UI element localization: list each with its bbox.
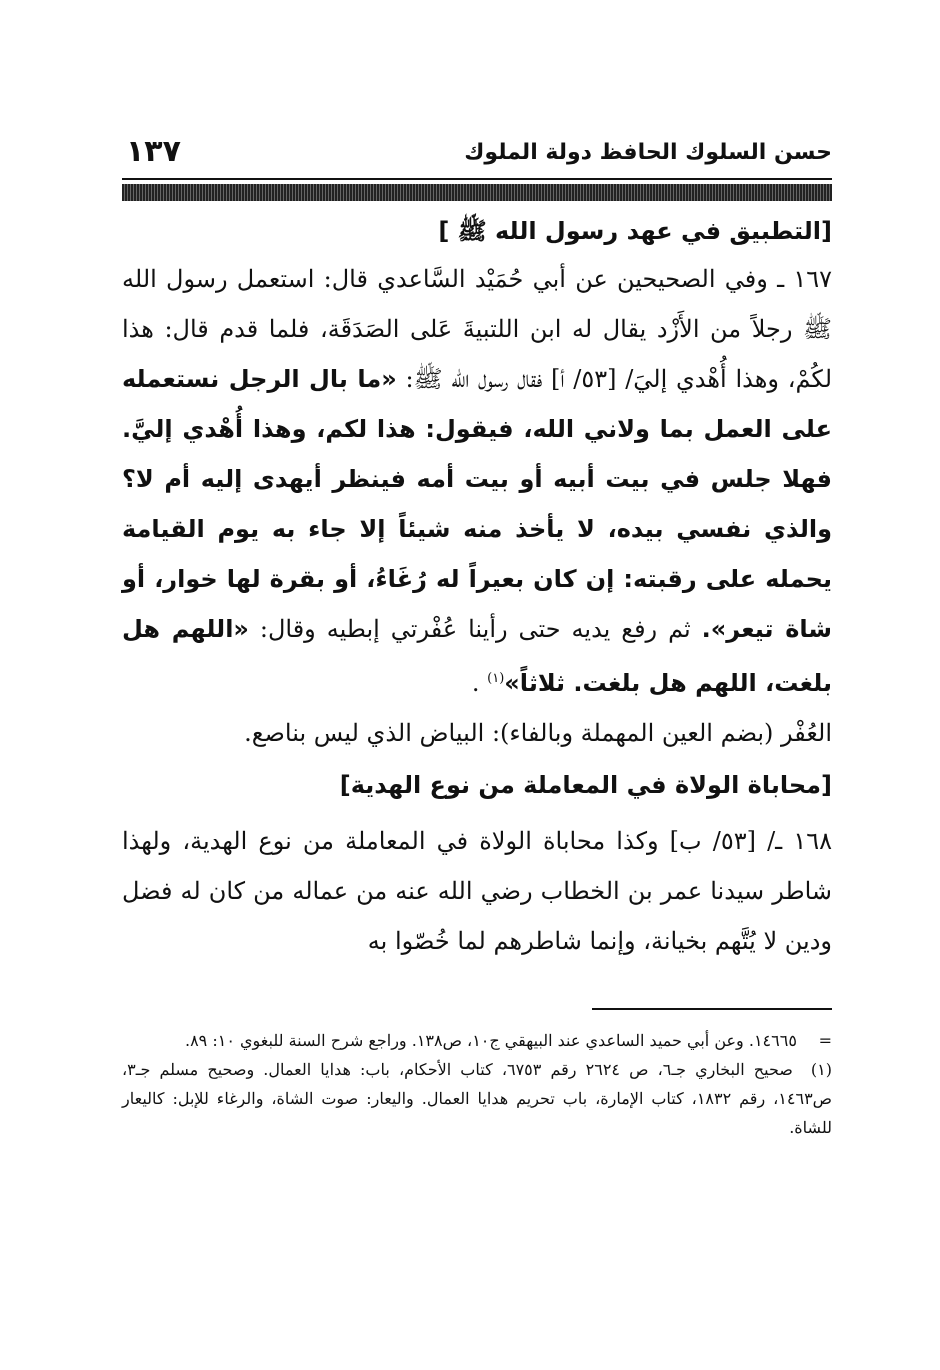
paragraph-167 (122, 254, 832, 708)
footnote-separator (592, 1008, 832, 1010)
footnote-mark: = (818, 1031, 832, 1050)
footnotes (122, 1026, 832, 1142)
footnote-1 (122, 1055, 832, 1142)
page-header (122, 128, 832, 174)
paragraph-167-continuation: ثم رفع يديه حتى رأينا عُفْرتي إبطيه وقال: (248, 615, 702, 643)
paragraph-168: ١٦٨ ـ/ [٥٣/ ب] وكذا محاباة الولاة في المعاملة من نوع الهدية، ولهذا شاطر سيدنا عمر بن الخطاب رضي الله عنه من عماله من كان له فضل ودين لا يُتَّهم بخيانة، وإنما شاطرهم لما خُصّوا به (122, 827, 832, 955)
section-heading-2: [محاباة الولاة في المعاملة من نوع الهدية] (339, 771, 832, 799)
paragraph-167-intro: ١٦٧ ـ وفي الصحيحين عن أبي حُمَيْد السَّاعدي قال: استعمل رسول الله ﷺ رجلاً من الأَزْد يقال له ابن اللتبيةَ عَلى الصَدَقَة، فلما قدم قال: هذا لكُمْ، وهذا أُهْدي إليَ/ [٥٣/ أ] فقال رسول الله ﷺ: (122, 265, 833, 393)
hadith-quote-2: «اللهم هل بلغت، اللهم هل بلغت. ثلاثاً» (122, 615, 832, 697)
header-rule-thick (122, 184, 832, 201)
main-text (122, 208, 832, 966)
footnote-text: ١٤٦٦٥. وعن أبي حميد الساعدي عند البيهقي ج١٠، ص١٣٨. وراجع شرح السنة للبغوي ١٠: ٨٩. (184, 1031, 797, 1050)
footnote-continued (122, 1026, 832, 1055)
paragraph-167-end: . (471, 669, 488, 697)
footnote-text: صحيح البخاري جـ٦، ص ٢٦٢٤ رقم ٦٧٥٣، كتاب الأحكام، باب: هدايا العمال. وصحيح مسلم جـ٣، ص١٤٦٣، رقم ١٨٣٢، كتاب الإمارة، باب تحريم هدايا العمال. واليعار: صوت الشاة، والرغاء للإبل: كاليعار للشاة. (122, 1060, 832, 1137)
hadith-quote: «ما بال الرجل نستعمله على العمل بما ولاني الله، فيقول: هذا لكم، وهذا أُهْدي إليَّ. فهلا جلس في بيت أبيه أو بيت أمه فينظر أيهدى إليه أم لا؟ والذي نفسي بيده، لا يأخذ منه شيئاً إلا جاء به يوم القيامة يحمله على رقبته: إن كان بعيراً له رُغَاءُ، أو بقرة لها خوار، أو شاة تيعر». (122, 365, 833, 643)
running-title: حسن السلوك الحافظ دولة الملوك (464, 140, 832, 165)
header-rule-thin (122, 178, 832, 180)
page-number: ١٣٧ (126, 134, 181, 169)
section-heading-1: [التطبيق في عهد رسول الله ﷺ ] (438, 217, 832, 245)
gloss-line: العُفْر (بضم العين المهملة وبالفاء): البياض الذي ليس بناصع. (244, 719, 832, 747)
footnote-reference: (١) (487, 671, 505, 686)
header-rule (122, 178, 832, 206)
footnote-mark: (١) (810, 1060, 832, 1079)
